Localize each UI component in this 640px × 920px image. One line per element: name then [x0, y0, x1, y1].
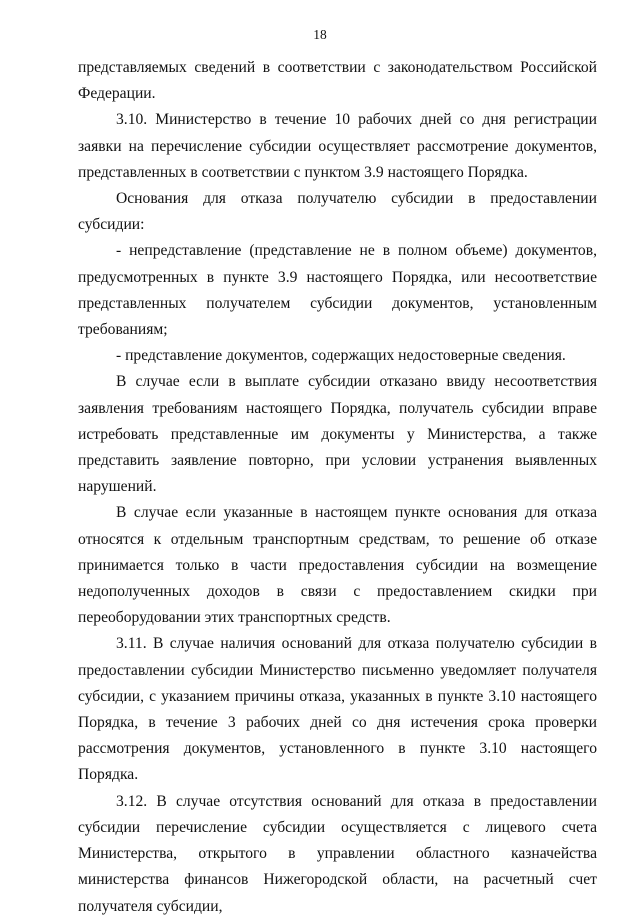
- paragraph-partial-refusal: В случае если указанные в настоящем пункте основания для отказа относятся к отдельным транспортным средствам, то решение об отказе принимается только в части предоставления субсидии на возмещение недополученных доходов в связи с предоставлением скидки при переоборудовании этих транспортных средств.: [78, 504, 597, 627]
- paragraph-3-10: 3.10. Министерство в течение 10 рабочих дней со дня регистрации заявки на перечисление субсидии осуществляет рассмотрение документов, представленных в соответствии с пунктом 3.9 настоящего Порядка.: [78, 111, 597, 181]
- paragraph-refusal-appeal: В случае если в выплате субсидии отказано ввиду несоответствия заявления требованиям настоящего Порядка, получатель субсидии вправе истребовать представленные им документы у Министерства, а также представить заявление повторно, при условии устранения выявленных нарушений.: [78, 373, 597, 496]
- page-number: 18: [313, 27, 327, 42]
- document-body: [78, 55, 597, 920]
- paragraph-refusal-ground-1: - непредставление (представление не в полном объеме) документов, предусмотренных в пункте 3.9 настоящего Порядка, или несоответствие представленных получателем субсидии документов, установленным требованиям;: [78, 242, 597, 339]
- paragraph-refusal-grounds-heading: Основания для отказа получателю субсидии в предоставлении субсидии:: [78, 190, 597, 234]
- paragraph-refusal-ground-2: - представление документов, содержащих недостоверные сведения.: [116, 347, 566, 365]
- paragraph-3-11: 3.11. В случае наличия оснований для отказа получателю субсидии в предоставлении субсидии Министерство письменно уведомляет получателя субсидии, с указанием причины отказа, указанных в пункте 3.10 настоящего Порядка, в течение 3 рабочих дней со дня истечения срока проверки рассмотрения документов, установленного в пункте 3.10 настоящего Порядка.: [78, 635, 597, 784]
- paragraph-continuation: представляемых сведений в соответствии с законодательством Российской Федерации.: [78, 59, 597, 103]
- paragraph-3-12: 3.12. В случае отсутствия оснований для отказа в предоставлении субсидии перечисление субсидии осуществляется с лицевого счета Министерства, открытого в управлении областного казначейства министерства финансов Нижегородской области, на расчетный счет получателя субсидии,: [78, 792, 597, 915]
